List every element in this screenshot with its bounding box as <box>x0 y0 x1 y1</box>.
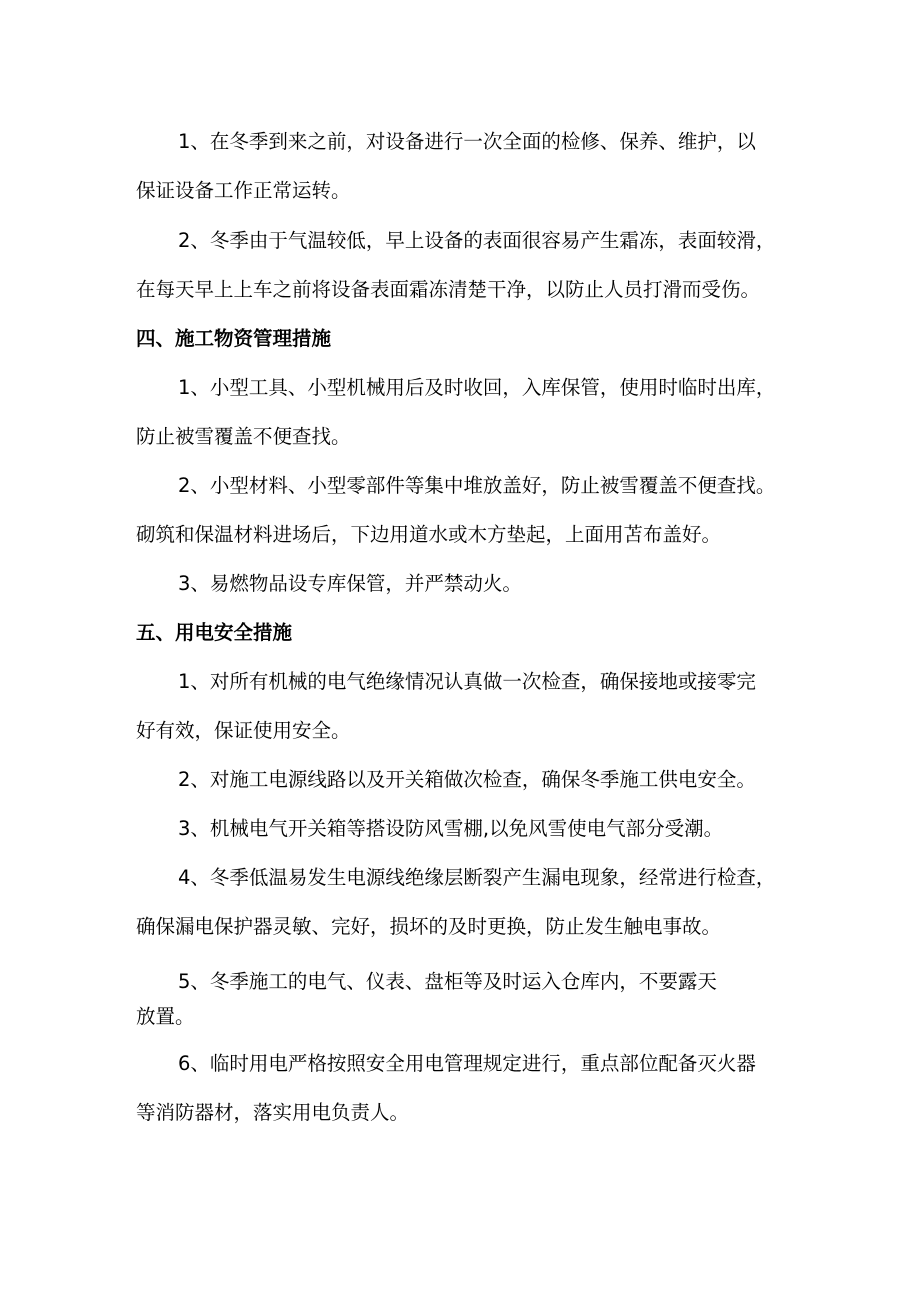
paragraph-line: 保证设备工作正常运转。 <box>136 179 351 202</box>
paragraph-line: 6、临时用电严格按照安全用电管理规定进行，重点部位配备灭火器 <box>178 1052 756 1075</box>
paragraph-line: 砌筑和保温材料进场后，下边用道水或木方垫起，上面用苫布盖好。 <box>136 523 722 546</box>
paragraph-line: 等消防器材，落实用电负责人。 <box>136 1101 410 1124</box>
section-heading: 五、用电安全措施 <box>136 621 293 644</box>
paragraph-line: 4、冬季低温易发生电源线绝缘层断裂产生漏电现象，经常进行检查， <box>178 866 776 889</box>
paragraph-line: 1、在冬季到来之前，对设备进行一次全面的检修、保养、维护，以 <box>178 130 756 153</box>
paragraph-line: 3、易燃物品设专库保管，并严禁动火。 <box>178 572 522 595</box>
paragraph-line: 好有效，保证使用安全。 <box>136 719 351 742</box>
paragraph-line: 3、机械电气开关箱等搭设防风雪棚,以免风雪使电气部分受潮。 <box>178 817 724 840</box>
paragraph-line: 防止被雪覆盖不便查找。 <box>136 425 351 448</box>
paragraph-line: 确保漏电保护器灵敏、完好，损坏的及时更换，防止发生触电事故。 <box>136 915 722 938</box>
paragraph-line: 2、小型材料、小型零部件等集中堆放盖好，防止被雪覆盖不便查找。 <box>178 474 776 497</box>
paragraph-line: 2、冬季由于气温较低，早上设备的表面很容易产生霜冻，表面较滑， <box>178 229 776 252</box>
paragraph-line: 放置。 <box>136 1005 195 1028</box>
paragraph-line: 在每天早上上车之前将设备表面霜冻清楚干净，以防止人员打滑而受伤。 <box>136 278 761 301</box>
section-heading: 四、施工物资管理措施 <box>136 327 332 350</box>
paragraph-line: 1、小型工具、小型机械用后及时收回，入库保管，使用时临时出库， <box>178 376 776 399</box>
paragraph-line: 5、冬季施工的电气、仪表、盘柜等及时运入仓库内，不要露天 <box>178 970 717 993</box>
paragraph-line: 1、对所有机械的电气绝缘情况认真做一次检查，确保接地或接零完 <box>178 670 756 693</box>
paragraph-line: 2、对施工电源线路以及开关箱做次检查，确保冬季施工供电安全。 <box>178 768 756 791</box>
